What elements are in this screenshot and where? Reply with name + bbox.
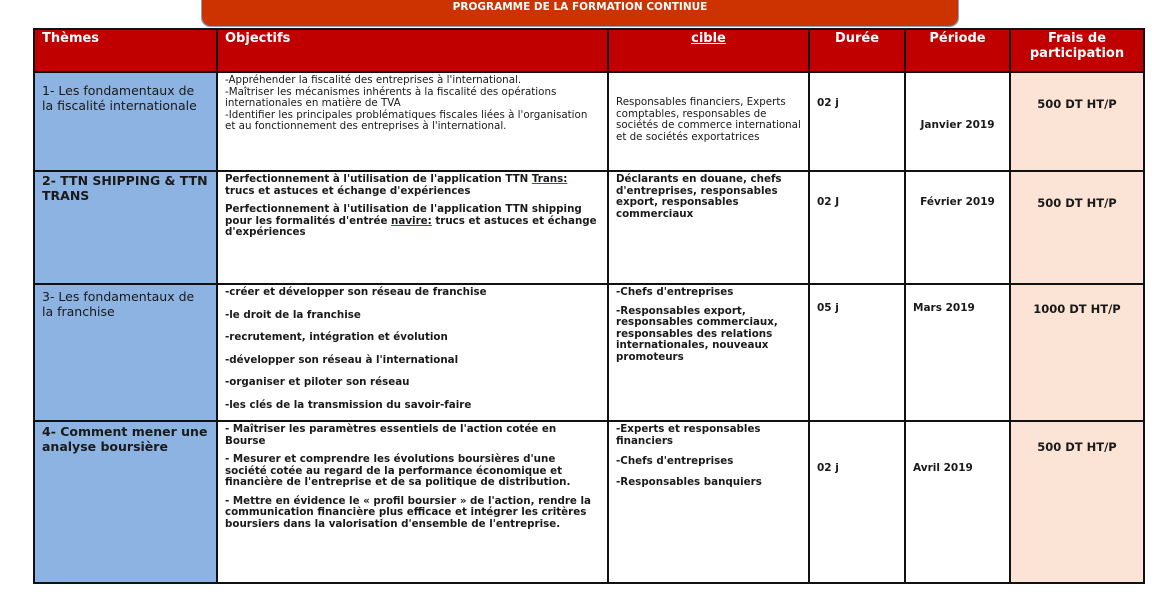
objectif-underlined-text: navire: [391, 214, 432, 227]
frais-cell [1010, 72, 1144, 171]
objectif-item: -le droit de la franchise [225, 308, 361, 321]
periode-value: Mars 2019 [913, 302, 975, 314]
header-duree: Durée [809, 29, 905, 72]
theme-cell [34, 284, 217, 421]
objectif-text: trucs et astuces et échange d'expériences [225, 214, 597, 238]
objectifs-cell [217, 284, 608, 421]
periode-value: Janvier 2019 [920, 119, 995, 131]
cible-cell [608, 171, 809, 284]
objectif-item: - Mettre en évidence le « profil boursier » de l'action, rendre la communication financière plus efficace et intégrer les critères boursiers dans la valorisation d'ensemble de l'entreprise. [225, 494, 591, 530]
theme-label: 4- Comment mener une analyse boursière [42, 424, 208, 454]
objectifs-cell [217, 72, 608, 171]
objectifs-cell [217, 171, 608, 284]
duree-value: 02 j [817, 97, 839, 109]
header-cible: cible [608, 29, 809, 72]
objectif-item: - Maîtriser les paramètres essentiels de l'action cotée en Bourse [225, 423, 557, 447]
cible-item: -Chefs d'entreprises [616, 286, 734, 298]
cible-item: -Chefs d'entreprises [616, 455, 734, 467]
periode-cell [905, 72, 1010, 171]
table-row [34, 72, 1144, 171]
cible-item: -Responsables export, responsables commerciaux, responsables des relations internationales, nouveaux promoteurs [616, 304, 778, 363]
theme-label: 3- Les fondamentaux de la franchise [42, 289, 195, 319]
cible-cell [608, 421, 809, 583]
frais-value: 500 DT HT/P [1037, 440, 1117, 454]
objectif-item [225, 174, 600, 197]
training-program-table [33, 28, 1145, 584]
frais-cell [1010, 421, 1144, 583]
frais-value: 500 DT HT/P [1037, 196, 1117, 210]
cible-item: -Responsables banquiers [616, 475, 762, 488]
objectif-item: -créer et développer son réseau de franchise [225, 286, 487, 298]
program-title: PROGRAMME DE LA FORMATION CONTINUE [452, 1, 708, 13]
frais-cell [1010, 284, 1144, 421]
theme-cell [34, 421, 217, 583]
periode-cell [905, 284, 1010, 421]
objectif-text: trucs et astuces et échange d'expériences [225, 184, 471, 197]
header-frais: Frais de participation [1010, 29, 1144, 72]
periode-cell [905, 421, 1010, 583]
header-periode: Période [905, 29, 1010, 72]
objectif-item: - Mesurer et comprendre les évolutions boursières d'une société cotée au regard de la performance économique et financière de l'entreprise et de sa politique de distribution. [225, 453, 571, 488]
frais-value: 500 DT HT/P [1037, 97, 1117, 111]
header-objectifs: Objectifs [217, 29, 608, 72]
program-title-banner [202, 0, 958, 26]
cible-item: -Experts et responsables financiers [616, 423, 761, 447]
objectif-item: -organiser et piloter son réseau [225, 376, 410, 388]
table-row [34, 284, 1144, 421]
objectif-item: -les clés de la transmission du savoir-faire [225, 398, 472, 411]
theme-cell [34, 72, 217, 171]
objectif-underlined-text: Trans: [531, 173, 568, 185]
theme-label: 2- TTN SHIPPING & TTN TRANS [42, 173, 208, 203]
duree-value: 02 J [817, 196, 840, 208]
objectif-text: Perfectionnement à l'utilisation de l'application TTN shipping pour les formalités d'entrée [225, 203, 582, 227]
table-row [34, 171, 1144, 284]
frais-value: 1000 DT HT/P [1033, 302, 1121, 316]
duree-value: 02 j [817, 462, 839, 474]
objectif-item: -Identifier les principales problématiques fiscales liées à l'organisation et au fonctionnement des entreprises à l'international. [225, 108, 588, 132]
objectifs-cell [217, 421, 608, 583]
cible-item: Responsables financiers, Experts comptables, responsables de sociétés de commerce international et de sociétés exportatrices [616, 96, 801, 143]
header-themes: Thèmes [34, 29, 217, 72]
duree-cell [809, 171, 905, 284]
theme-cell [34, 171, 217, 284]
duree-cell [809, 284, 905, 421]
cible-cell [608, 72, 809, 171]
duree-cell [809, 421, 905, 583]
objectif-item: -Maîtriser les mécanismes inhérents à la fiscalité des opérations internationales en matière de TVA [225, 85, 557, 109]
objectif-item [225, 204, 600, 239]
objectif-text: Perfectionnement à l'utilisation de l'application TTN [225, 173, 529, 185]
cible-item: Déclarants en douane, chefs d'entreprises, responsables export, responsables commerciaux [616, 173, 782, 220]
periode-cell [905, 171, 1010, 284]
duree-value: 05 j [817, 302, 839, 314]
periode-value: Février 2019 [920, 196, 995, 208]
table-row [34, 421, 1144, 583]
objectif-item: -Appréhender la fiscalité des entreprises à l'international. [225, 74, 522, 86]
periode-value: Avril 2019 [913, 462, 973, 474]
cible-cell [608, 284, 809, 421]
table-header-row [34, 29, 1144, 72]
theme-label: 1- Les fondamentaux de la fiscalité internationale [42, 83, 197, 113]
objectif-item: -recrutement, intégration et évolution [225, 331, 448, 343]
objectif-item: -développer son réseau à l'international [225, 353, 459, 366]
frais-cell [1010, 171, 1144, 284]
duree-cell [809, 72, 905, 171]
